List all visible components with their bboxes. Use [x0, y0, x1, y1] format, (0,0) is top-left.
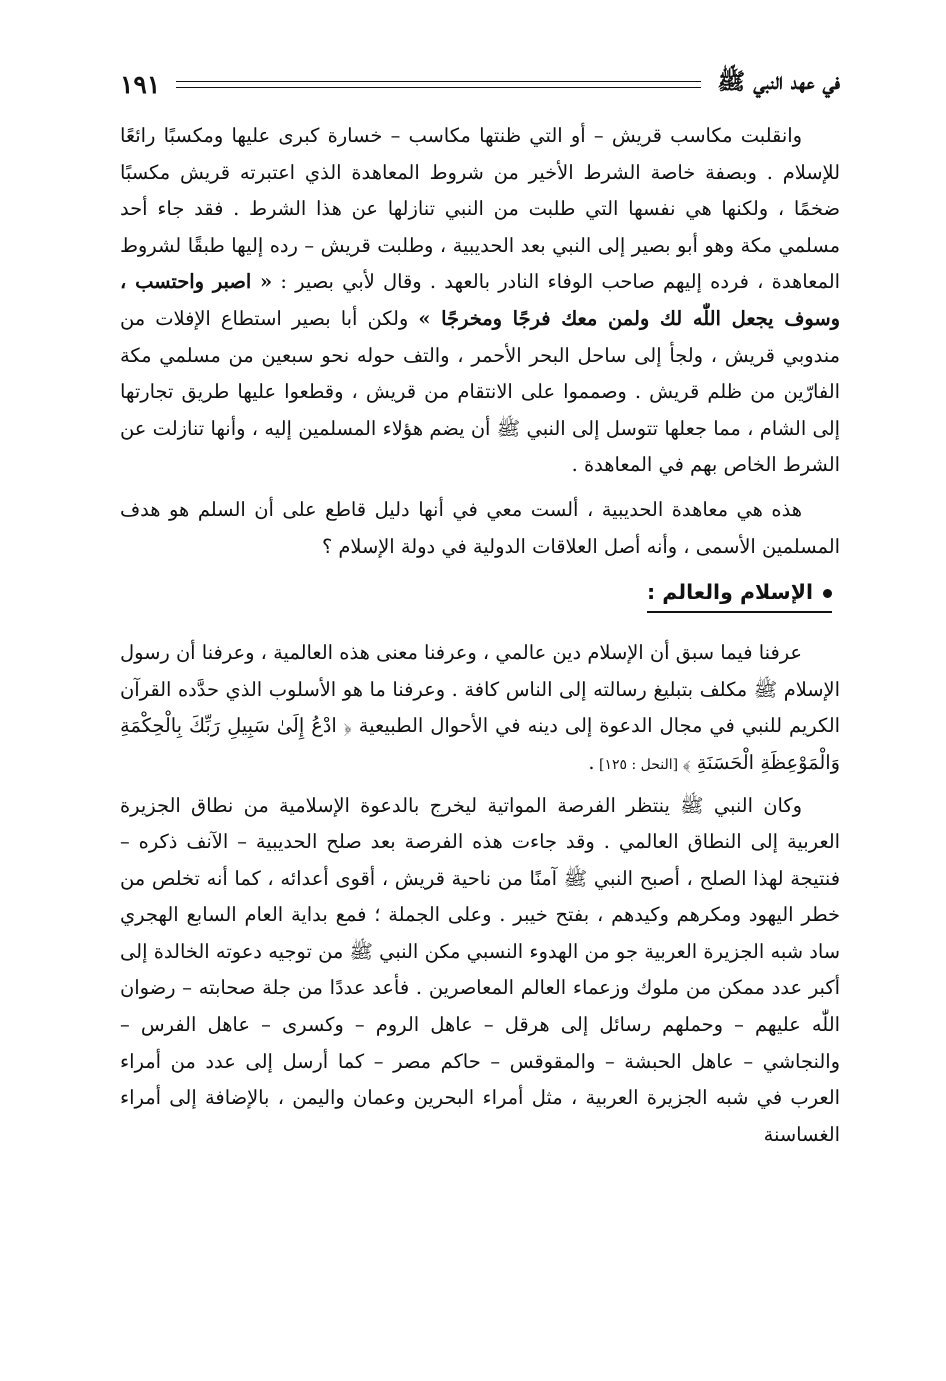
verse-citation: [النحل : ١٢٥] — [594, 756, 683, 773]
paragraph-universal-religion — [120, 635, 840, 783]
page-number: ١٩١ — [120, 69, 161, 99]
header-rule — [176, 81, 701, 88]
book-page — [120, 60, 840, 1340]
paragraph-text: وانقلبت مكاسب قريش – أو التي ظنتها مكاسب – خسارة كبرى عليها ومكسبًا رائعًا للإسلام . وبصفة خاصة الشرط الأخير من شروط المعاهدة الذي اعتبرته قريش مكسبًا ضخمًا ، ولكنها هي نفسها التي طلبت من النبي تنازلها عن هذا الشرط . فقد جاء أحد مسلمي مكة وهو أبو بصير إلى النبي بعد الحديبية ، وطلبت قريش – رده إليها طبقًا لشروط المعاهدة ، فرده إليهم صاحب الوفاء النادر بالعهد . وقال لأبي بصير : — [120, 124, 840, 294]
paragraph-text: ولكن أبا بصير استطاع الإفلات من مندوبي قريش ، ولجأ إلى ساحل البحر الأحمر ، والتف حوله نحو سبعين من مسلمي مكة الفارّين من ظلم قريش . وصمموا على الانتقام من قريش ، وقطعوا عليها طريق تجارتها إلى الشام ، مما جعلها تتوسل إلى النبي ﷺ أن يضم هؤلاء المسلمين إليه ، وأنها تنازلت عن الشرط الخاص بهم في المعاهدة . — [120, 306, 840, 477]
header-title: في عهد النبي ﷺ — [717, 68, 840, 95]
heading-text-wrapper — [647, 575, 832, 613]
paragraph-text: عرفنا فيما سبق أن الإسلام دين عالمي ، وعرفنا معنى هذه العالمية ، وعرفنا أن رسول الإسلام ﷺ مكلف بتبليغ رسالته إلى الناس كافة . وعرفنا ما هو الأسلوب الذي حدَّده القرآن الكريم للنبي في مجال الدعوة إلى دينه في الأحوال الطبيعية — [120, 641, 840, 738]
paragraph-prophet-letters: وكان النبي ﷺ ينتظر الفرصة المواتية ليخرج بالدعوة الإسلامية من نطاق الجزيرة العربية إلى النطاق العالمي . وقد جاءت هذه الفرصة بعد صلح الحديبية – الآنف ذكره – فنتيجة لهذا الصلح ، أصبح النبي ﷺ آمنًا من ناحية قريش ، أقوى أعدائه ، كما أنه تخلص من خطر اليهود ومكرهم وكيدهم ، بفتح خيبر . وعلى الجملة ؛ فمع بداية العام السابع الهجري ساد شبه الجزيرة العربية جو من الهدوء النسبي مكن النبي ﷺ من توجيه دعوته الخالدة إلى أكبر عدد ممكن من ملوك وزعماء العالم المعاصرين . فأعد عددًا من جلة صحابته – رضوان اللّٰه عليهم – وحملهم رسائل إلى هرقل – عاهل الروم – وكسرى – عاهل الفرس – والنجاشي – عاهل الحبشة – والمقوقس – حاكم مصر – كما أرسل إلى عدد من أمراء العرب في شبه الجزيرة العربية ، مثل أمراء البحرين وعمان واليمن ، بالإضافة إلى أمراء الغساسنة — [120, 793, 840, 1146]
running-header — [120, 60, 840, 108]
heading-label: الإسلام والعالم : — [646, 580, 813, 605]
paragraph-quraysh-gains — [120, 118, 840, 484]
quran-verse: ﴿ ادْعُ إِلَىٰ سَبِيلِ رَبِّكَ بِالْحِكْمَةِ وَالْمَوْعِظَةِ الْحَسَنَةِ ﴾ — [120, 714, 840, 774]
paragraph-end: . — [588, 750, 595, 774]
prophet-quote: « اصبر واحتسب ، وسوف يجعل اللّٰه لك ولمن معك فرجًا ومخرجًا » — [120, 270, 840, 330]
section-heading — [120, 575, 840, 615]
bullet-icon — [823, 589, 832, 598]
paragraph-hudaybiyyah-conclusion: هذه هي معاهدة الحديبية ، ألست معي في أنها دليل قاطع على أن السلم هو هدف المسلمين الأسمى ، وأنه أصل العلاقات الدولية في دولة الإسلام ؟ — [120, 497, 840, 558]
